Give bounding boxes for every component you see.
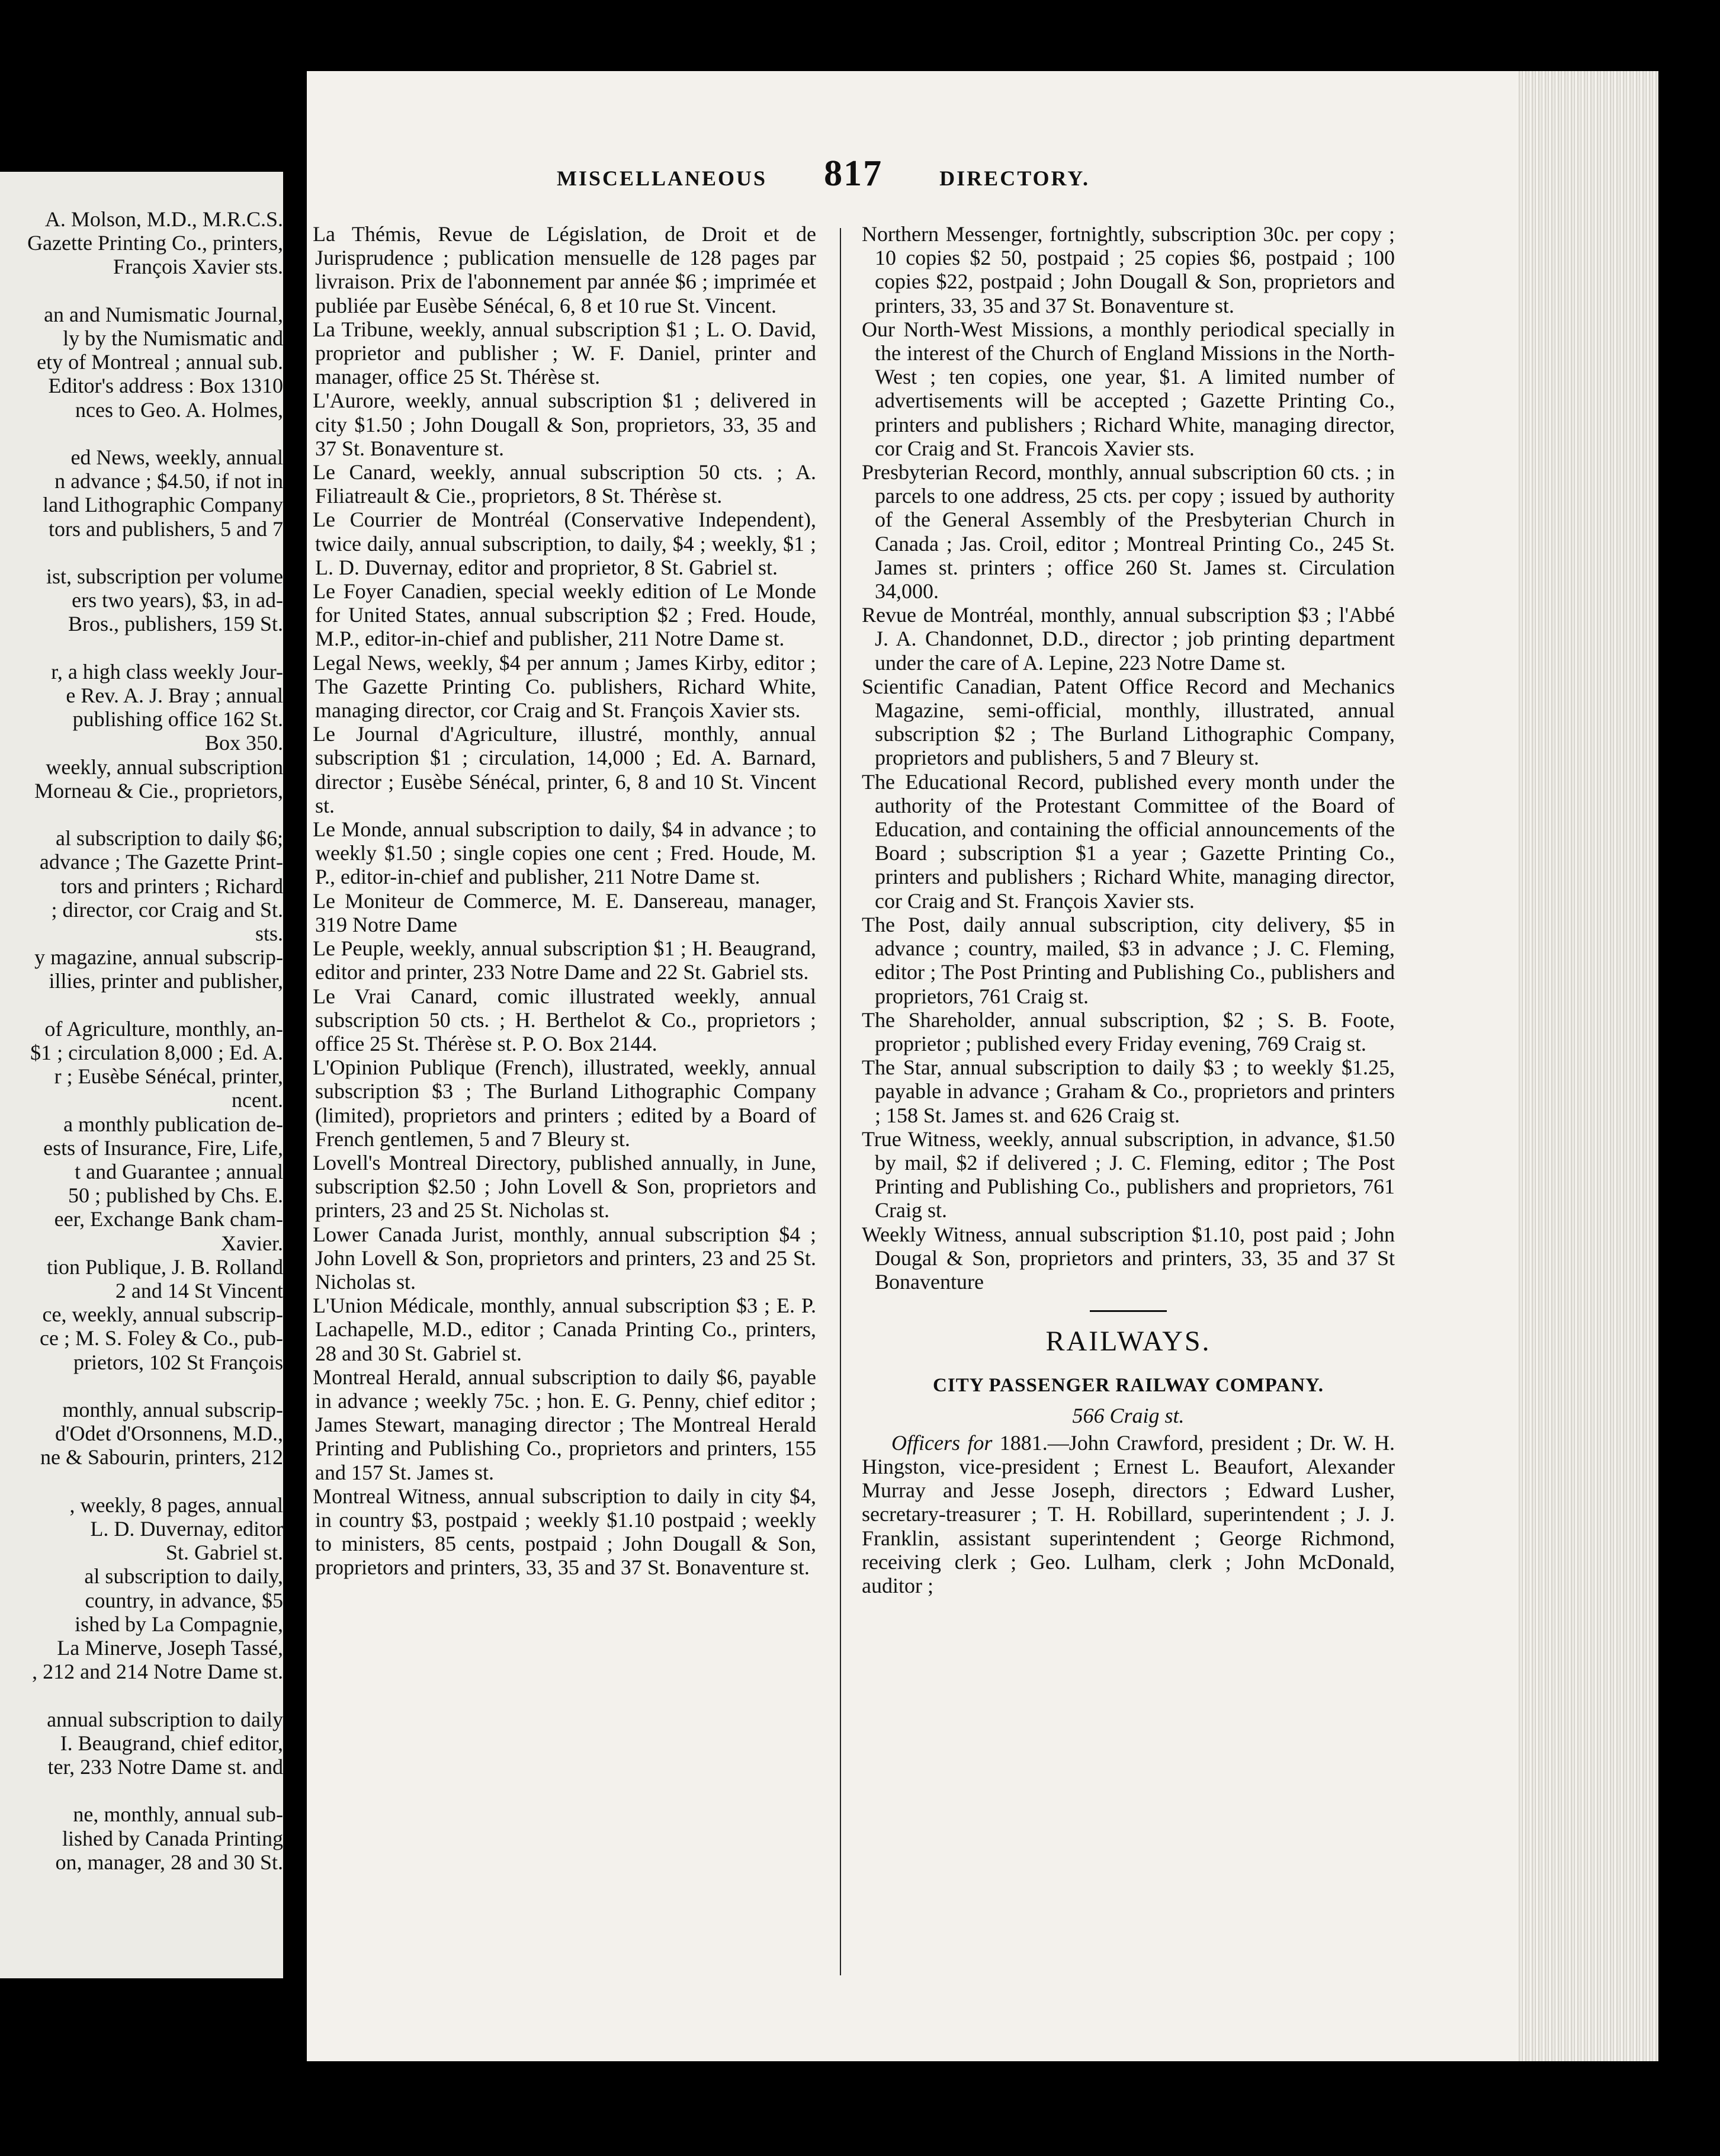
fragment-line: eer, Exchange Bank cham- [54, 1207, 283, 1231]
officers-label: Officers for [891, 1430, 993, 1455]
facing-page-text [0, 207, 283, 1874]
fragment-line: publishing office 162 St. [72, 707, 283, 732]
fragment-line: tion Publique, J. B. Rolland [46, 1255, 283, 1279]
fragment-line: ests of Insurance, Fire, Life, [43, 1135, 283, 1160]
fragment-line: I. Beaugrand, chief editor, [60, 1731, 283, 1755]
fragment-line [0, 541, 283, 564]
directory-entry: Le Vrai Canard, comic illustrated weekly, annual subscription 50 cts. ; H. Berthelot & Co., proprietors ; office 25 St. Thérèse st. P. O. Box 2144. [313, 984, 816, 1055]
officers-text: 1881.—John Crawford, president ; Dr. W. H. Hingston, vice-president ; Ernest L. Beaufort, Alexander Murray and Jesse Joseph, directors ; Edward Lusher, secretary-treasurer ; T. H. Robillard, superintendent ; J. J. Franklin, assistant superintendent ; George Richmond, receiving clerk ; Geo. Lulham, clerk ; John McDonald, auditor ; [862, 1430, 1395, 1597]
fragment-line: al subscription to daily $6; [56, 826, 283, 851]
fragment-line: ncent. [232, 1088, 283, 1112]
fragment-line: Box 350. [204, 731, 283, 755]
header-right: DIRECTORY. [939, 166, 1090, 190]
directory-entry: L'Aurore, weekly, annual subscription $1 ; delivered in city $1.50 ; John Dougall & Son, proprietors, 33, 35 and 37 St. Bonaventure st. [313, 389, 816, 460]
fragment-line [0, 1683, 283, 1707]
directory-entry: L'Opinion Publique (French), illustrated, weekly, annual subscription $3 ; The Burland Lithographic Company (limited), proprietors and printers ; edited by a Board of French gentlemen, 5 and 7 Bleury st. [313, 1055, 816, 1151]
page-edges [1516, 71, 1658, 2061]
fragment-line: a monthly publication de- [63, 1112, 283, 1136]
fragment-line [0, 1374, 283, 1398]
directory-entry: La Thémis, Revue de Législation, de Droit et de Jurisprudence ; publication mensuelle de 128 pages par livraison. Prix de l'abonnement par année $6 ; imprimée et publiée par Eusèbe Sénécal, 6, 8 et 10 rue St. Vincent. [313, 222, 816, 317]
fragment-line: Bros., publishers, 159 St. [68, 612, 283, 636]
railways-heading: RAILWAYS. [1045, 1326, 1211, 1358]
directory-entry: Le Peuple, weekly, annual subscription $1 ; H. Beaugrand, editor and printer, 233 Notre Dame and 22 St. Gabriel sts. [313, 936, 816, 984]
fragment-line: annual subscription to daily [47, 1707, 283, 1731]
fragment-line: t and Guarantee ; annual [75, 1160, 283, 1184]
company-officers [862, 1431, 1395, 1597]
directory-entry: Montreal Herald, annual subscription to daily $6, payable in advance ; weekly 75c. ; hon. E. G. Penny, chief editor ; James Stewart, managing director ; The Montreal Herald Printing and Publishing Co., proprietors and printers, 155 and 157 St. James st. [313, 1365, 816, 1484]
fragment-line: of Agriculture, monthly, an- [44, 1016, 283, 1041]
company-name: CITY PASSENGER RAILWAY COMPANY. [933, 1375, 1324, 1397]
fragment-line [0, 1779, 283, 1802]
fragment-line: tors and printers ; Richard [60, 874, 283, 898]
page-number: 817 [824, 153, 883, 194]
section-rule [1090, 1310, 1167, 1312]
directory-entry: Montreal Witness, annual subscription to daily in city $4, in country $3, postpaid ; weekly $1.10 postpaid ; weekly to ministers, 85 cents, postpaid ; John Dougall & Son, proprietors and printers, 33, 35 and 37 St. Bonaventure st. [313, 1484, 816, 1580]
fragment-line: weekly, annual subscription [46, 755, 283, 779]
fragment-line: ety of Montreal ; annual sub. [37, 350, 283, 374]
fragment-line: 50 ; published by Chs. E. [68, 1183, 283, 1208]
directory-entry: Lower Canada Jurist, monthly, annual subscription $4 ; John Lovell & Son, proprietors and printers, 23 and 25 St. Nicholas st. [313, 1222, 816, 1294]
fragment-line: y magazine, annual subscrip- [34, 945, 283, 970]
fragment-line: tors and publishers, 5 and 7 [49, 516, 283, 541]
fragment-line: ; director, cor Craig and St. [51, 897, 283, 922]
header-left: MISCELLANEOUS [557, 166, 768, 190]
directory-entry: Le Moniteur de Commerce, M. E. Dansereau, manager, 319 Notre Dame [313, 888, 816, 936]
fragment-line: d'Odet d'Orsonnens, M.D., [55, 1422, 283, 1446]
fragment-line [0, 803, 283, 826]
directory-entry: La Tribune, weekly, annual subscription $1 ; L. O. David, proprietor and publisher ; W. F. Daniel, printer and manager, office 25 St. Thérèse st. [313, 317, 816, 389]
column-left [313, 222, 816, 1580]
fragment-line: r, a high class weekly Jour- [51, 659, 283, 684]
company-address: 566 Craig st. [1072, 1403, 1185, 1427]
fragment-line: illies, printer and publisher, [49, 969, 283, 993]
book-gutter [283, 0, 307, 2156]
fragment-line: La Minerve, Joseph Tassé, [57, 1636, 283, 1660]
fragment-line [0, 422, 283, 445]
directory-entry: Northern Messenger, fortnightly, subscription 30c. per copy ; 10 copies $2 50, postpaid ; 25 copies $6, postpaid ; 100 copies $22, postpaid ; John Dougall & Son, proprietors and printers, 33, 35 and 37 St. Bonaventure st. [862, 222, 1395, 317]
directory-entry: Le Foyer Canadien, special weekly edition of Le Monde for United States, annual subscription $2 ; Fred. Houde, M.P., editor-in-chief and publisher, 211 Notre Dame st. [313, 579, 816, 651]
directory-entry: The Shareholder, annual subscription, $2 ; S. B. Foote, proprietor ; published every Friday evening, 769 Craig st. [862, 1008, 1395, 1055]
directory-entry: Le Monde, annual subscription to daily, $4 in advance ; to weekly $1.50 ; single copies one cent ; Fred. Houde, M. P., editor-in-chief and publisher, 211 Notre Dame st. [313, 817, 816, 889]
fragment-line: an and Numismatic Journal, [44, 302, 283, 326]
fragment-line [0, 1470, 283, 1493]
fragment-line: r ; Eusèbe Sénécal, printer, [54, 1064, 283, 1089]
fragment-line: François Xavier sts. [113, 255, 283, 279]
fragment-line: sts. [255, 922, 283, 946]
fragment-line: ished by La Compagnie, [75, 1612, 283, 1636]
fragment-line: land Lithographic Company [43, 493, 283, 517]
page-header [557, 153, 1090, 195]
directory-entry: Scientific Canadian, Patent Office Record and Mechanics Magazine, semi-official, monthly, illustrated, annual subscription $2 ; The Burland Lithographic Company, proprietors and publishers, 5 and 7 Bleury st. [862, 674, 1395, 770]
fragment-line: on, manager, 28 and 30 St. [55, 1850, 283, 1874]
fragment-line: 2 and 14 St Vincent [115, 1279, 283, 1303]
directory-entry: L'Union Médicale, monthly, annual subscription $3 ; E. P. Lachapelle, M.D., editor ; Canada Printing Co., printers, 28 and 30 St. Gabriel st. [313, 1294, 816, 1365]
fragment-line: lished by Canada Printing [62, 1826, 283, 1850]
directory-entry: Le Courrier de Montréal (Conservative Independent), twice daily, annual subscription, to daily, $4 ; weekly, $1 ; L. D. Duvernay, editor and proprietor, 8 St. Gabriel st. [313, 508, 816, 579]
fragment-line: prietors, 102 St François [73, 1350, 283, 1374]
directory-entry: Le Journal d'Agriculture, illustré, monthly, annual subscription $1 ; circulation, 14,000 ; Ed. A. Barnard, director ; Eusèbe Sénécal, printer, 6, 8 and 10 St. Vincent st. [313, 722, 816, 817]
directory-entry: The Post, daily annual subscription, city delivery, $5 in advance ; country, mailed, $3 in advance ; J. C. Fleming, editor ; The Post Printing and Publishing Co., publishers and proprietors, 761 Craig st. [862, 912, 1395, 1008]
directory-entry: The Star, annual subscription to daily $3 ; to weekly $1.25, payable in advance ; Graham & Co., proprietors and printers ; 158 St. James st. and 626 Craig st. [862, 1055, 1395, 1127]
fragment-line: monthly, annual subscrip- [62, 1398, 283, 1422]
directory-entry: True Witness, weekly, annual subscription, in advance, $1.50 by mail, $2 if delivered ; J. C. Fleming, editor ; The Post Printing and Publishing Co., publishers and proprietors, 761 Craig st. [862, 1127, 1395, 1223]
fragment-line: ce ; M. S. Foley & Co., pub- [40, 1326, 283, 1350]
column-right [862, 222, 1395, 1597]
fragment-line [0, 993, 283, 1017]
column-right-entries [862, 222, 1395, 1294]
fragment-line: country, in advance, $5 [85, 1588, 283, 1612]
fragment-line: Xavier. [221, 1231, 283, 1255]
fragment-line: ter, 233 Notre Dame st. and [47, 1755, 283, 1779]
fragment-line: A. Molson, M.D., M.R.C.S. [44, 207, 283, 231]
fragment-line: $1 ; circulation 8,000 ; Ed. A. [30, 1041, 283, 1065]
fragment-line [0, 279, 283, 303]
column-divider [840, 228, 841, 1975]
fragment-line: ly by the Numismatic and [63, 326, 283, 350]
fragment-line: ce, weekly, annual subscrip- [42, 1302, 283, 1327]
directory-entry: Presbyterian Record, monthly, annual subscription 60 cts. ; in parcels to one address, 25 cts. per copy ; issued by authority of the General Assembly of the Presbyterian Church in Canada ; Jas. Croil, editor ; Montreal Printing Co., 245 St. James st. printers ; office 260 St. James st. Circulation 34,000. [862, 460, 1395, 604]
directory-entry: Weekly Witness, annual subscription $1.10, post paid ; John Dougal & Son, proprietors and printers, 33, 35 and 37 St Bonaventure [862, 1222, 1395, 1294]
fragment-line [0, 636, 283, 660]
directory-entry: Lovell's Montreal Directory, published annually, in June, subscription $2.50 ; John Lovell & Son, proprietors and printers, 23 and 25 St. Nicholas st. [313, 1150, 816, 1223]
fragment-line: St. Gabriel st. [166, 1541, 283, 1565]
fragment-line: ne & Sabourin, printers, 212 [40, 1445, 283, 1470]
fragment-line: ed News, weekly, annual [70, 445, 283, 469]
fragment-line: , weekly, 8 pages, annual [69, 1493, 283, 1517]
fragment-line: n advance ; $4.50, if not in [54, 469, 283, 493]
fragment-line: advance ; The Gazette Print- [39, 850, 283, 874]
fragment-line: , 212 and 214 Notre Dame st. [32, 1660, 283, 1684]
fragment-line: Gazette Printing Co., printers, [27, 231, 283, 255]
directory-entry: Revue de Montréal, monthly, annual subscription $3 ; l'Abbé J. A. Chandonnet, D.D., director ; job printing department under the care of A. Lepine, 223 Notre Dame st. [862, 603, 1395, 675]
directory-entry: Legal News, weekly, $4 per annum ; James Kirby, editor ; The Gazette Printing Co. publishers, Richard White, managing director, cor Craig and St. François Xavier sts. [313, 650, 816, 723]
fragment-line: al subscription to daily, [84, 1564, 283, 1589]
fragment-line: ers two years), $3, in ad- [72, 588, 283, 612]
fragment-line: Morneau & Cie., proprietors, [34, 778, 283, 803]
directory-entry: The Educational Record, published every month under the authority of the Protestant Committee of the Board of Education, and containing the official announcements of the Board ; subscription $1 a year ; Gazette Printing Co., printers and publishers ; Richard White, managing director, cor Craig and St. François Xavier sts. [862, 769, 1395, 913]
fragment-line: ne, monthly, annual sub- [73, 1802, 283, 1827]
fragment-line: Editor's address : Box 1310 [48, 374, 283, 398]
directory-entry: Le Canard, weekly, annual subscription 50 cts. ; A. Filiatreault & Cie., proprietors, 8 St. Thérèse st. [313, 460, 816, 508]
fragment-line: e Rev. A. J. Bray ; annual [66, 684, 283, 707]
directory-entry: Our North-West Missions, a monthly periodical specially in the interest of the Church of England Missions in the North-West ; ten copies, one year, $1. A limited number of advertisements will be accepted ; Gazette Printing Co., printers and publishers ; Richard White, managing director, cor Craig and St. Francois Xavier sts. [862, 317, 1395, 460]
fragment-line: ist, subscription per volume [46, 564, 283, 588]
fragment-line: L. D. Duvernay, editor [90, 1517, 283, 1541]
fragment-line: nces to Geo. A. Holmes, [75, 397, 283, 422]
facing-page-fragment [0, 172, 283, 1978]
